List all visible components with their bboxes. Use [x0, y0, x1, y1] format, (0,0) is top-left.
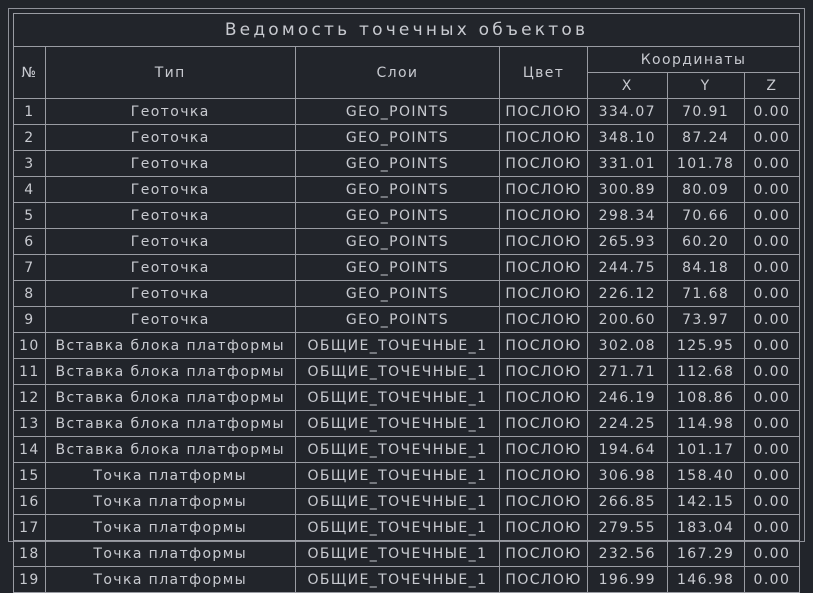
- table-row: [14, 177, 800, 203]
- cell-x: 226.12: [588, 281, 667, 307]
- cell-layer: GEO_POINTS: [295, 125, 499, 151]
- cell-y: 70.91: [667, 99, 744, 125]
- cell-z: 0.00: [744, 567, 799, 593]
- cell-number: 17: [14, 515, 46, 541]
- cell-type: Точка платформы: [45, 463, 295, 489]
- cell-z: 0.00: [744, 203, 799, 229]
- cell-z: 0.00: [744, 255, 799, 281]
- cell-type: Геоточка: [45, 255, 295, 281]
- cell-type: Точка платформы: [45, 567, 295, 593]
- cell-x: 244.75: [588, 255, 667, 281]
- table-row: [14, 151, 800, 177]
- cell-layer: ОБЩИЕ_ТОЧЕЧНЫЕ_1: [295, 567, 499, 593]
- cell-layer: ОБЩИЕ_ТОЧЕЧНЫЕ_1: [295, 515, 499, 541]
- cell-number: 10: [14, 333, 46, 359]
- header-color: Цвет: [500, 47, 588, 99]
- cell-y: 146.98: [667, 567, 744, 593]
- cell-x: 196.99: [588, 567, 667, 593]
- cell-color: ПОСЛОЮ: [500, 541, 588, 567]
- cell-number: 4: [14, 177, 46, 203]
- cell-x: 265.93: [588, 229, 667, 255]
- cell-z: 0.00: [744, 99, 799, 125]
- cell-layer: GEO_POINTS: [295, 229, 499, 255]
- cell-layer: ОБЩИЕ_ТОЧЕЧНЫЕ_1: [295, 385, 499, 411]
- cell-color: ПОСЛОЮ: [500, 411, 588, 437]
- cell-z: 0.00: [744, 229, 799, 255]
- cell-type: Вставка блока платформы: [45, 437, 295, 463]
- cell-y: 71.68: [667, 281, 744, 307]
- table-row: [14, 307, 800, 333]
- cell-color: ПОСЛОЮ: [500, 151, 588, 177]
- cell-color: ПОСЛОЮ: [500, 203, 588, 229]
- cell-color: ПОСЛОЮ: [500, 281, 588, 307]
- header-layer: Слои: [295, 47, 499, 99]
- cell-color: ПОСЛОЮ: [500, 177, 588, 203]
- cell-x: 224.25: [588, 411, 667, 437]
- header-number: №: [14, 47, 46, 99]
- cell-z: 0.00: [744, 281, 799, 307]
- cell-layer: ОБЩИЕ_ТОЧЕЧНЫЕ_1: [295, 437, 499, 463]
- cell-type: Вставка блока платформы: [45, 411, 295, 437]
- cell-z: 0.00: [744, 177, 799, 203]
- cell-layer: ОБЩИЕ_ТОЧЕЧНЫЕ_1: [295, 333, 499, 359]
- header-y: Y: [667, 73, 744, 99]
- cell-y: 108.86: [667, 385, 744, 411]
- cell-type: Геоточка: [45, 125, 295, 151]
- cell-number: 8: [14, 281, 46, 307]
- cell-number: 9: [14, 307, 46, 333]
- cell-number: 3: [14, 151, 46, 177]
- cell-x: 200.60: [588, 307, 667, 333]
- point-objects-report: [13, 13, 800, 588]
- cell-type: Вставка блока платформы: [45, 385, 295, 411]
- cell-z: 0.00: [744, 125, 799, 151]
- cell-layer: ОБЩИЕ_ТОЧЕЧНЫЕ_1: [295, 411, 499, 437]
- cell-y: 114.98: [667, 411, 744, 437]
- cell-color: ПОСЛОЮ: [500, 463, 588, 489]
- cell-z: 0.00: [744, 359, 799, 385]
- cell-z: 0.00: [744, 463, 799, 489]
- cell-y: 167.29: [667, 541, 744, 567]
- cell-color: ПОСЛОЮ: [500, 125, 588, 151]
- cell-color: ПОСЛОЮ: [500, 489, 588, 515]
- cell-z: 0.00: [744, 307, 799, 333]
- cell-x: 300.89: [588, 177, 667, 203]
- cell-color: ПОСЛОЮ: [500, 255, 588, 281]
- cell-y: 60.20: [667, 229, 744, 255]
- table-row: [14, 359, 800, 385]
- cell-x: 271.71: [588, 359, 667, 385]
- cell-z: 0.00: [744, 411, 799, 437]
- table-row: [14, 541, 800, 567]
- cell-y: 112.68: [667, 359, 744, 385]
- cell-y: 84.18: [667, 255, 744, 281]
- cell-color: ПОСЛОЮ: [500, 437, 588, 463]
- table-row: [14, 203, 800, 229]
- cell-number: 18: [14, 541, 46, 567]
- cell-type: Геоточка: [45, 307, 295, 333]
- cell-x: 302.08: [588, 333, 667, 359]
- cell-number: 11: [14, 359, 46, 385]
- cell-layer: GEO_POINTS: [295, 203, 499, 229]
- cell-z: 0.00: [744, 333, 799, 359]
- cell-layer: GEO_POINTS: [295, 255, 499, 281]
- cell-y: 101.17: [667, 437, 744, 463]
- table-row: [14, 463, 800, 489]
- cell-color: ПОСЛОЮ: [500, 99, 588, 125]
- cell-number: 7: [14, 255, 46, 281]
- cell-color: ПОСЛОЮ: [500, 515, 588, 541]
- cell-number: 5: [14, 203, 46, 229]
- header-row-primary: [14, 47, 800, 73]
- cell-color: ПОСЛОЮ: [500, 567, 588, 593]
- cell-type: Геоточка: [45, 99, 295, 125]
- cell-layer: GEO_POINTS: [295, 307, 499, 333]
- table-body: [14, 99, 800, 593]
- table-title-row: [14, 14, 800, 47]
- table-row: [14, 255, 800, 281]
- cell-z: 0.00: [744, 541, 799, 567]
- cell-number: 2: [14, 125, 46, 151]
- header-type: Тип: [45, 47, 295, 99]
- table-row: [14, 515, 800, 541]
- cell-type: Геоточка: [45, 203, 295, 229]
- cell-z: 0.00: [744, 489, 799, 515]
- cell-y: 73.97: [667, 307, 744, 333]
- cell-number: 13: [14, 411, 46, 437]
- cell-x: 348.10: [588, 125, 667, 151]
- table-row: [14, 489, 800, 515]
- cell-color: ПОСЛОЮ: [500, 307, 588, 333]
- cell-number: 12: [14, 385, 46, 411]
- cell-number: 14: [14, 437, 46, 463]
- cell-color: ПОСЛОЮ: [500, 385, 588, 411]
- table-row: [14, 411, 800, 437]
- cell-type: Точка платформы: [45, 489, 295, 515]
- header-coordinates: Координаты: [588, 47, 800, 73]
- cell-number: 6: [14, 229, 46, 255]
- cell-y: 70.66: [667, 203, 744, 229]
- table-row: [14, 333, 800, 359]
- cell-type: Вставка блока платформы: [45, 333, 295, 359]
- cell-y: 80.09: [667, 177, 744, 203]
- cell-color: ПОСЛОЮ: [500, 333, 588, 359]
- cell-type: Геоточка: [45, 229, 295, 255]
- cell-y: 142.15: [667, 489, 744, 515]
- report-table: [13, 13, 800, 593]
- cell-y: 87.24: [667, 125, 744, 151]
- cell-z: 0.00: [744, 151, 799, 177]
- cell-x: 331.01: [588, 151, 667, 177]
- cell-number: 1: [14, 99, 46, 125]
- cell-type: Вставка блока платформы: [45, 359, 295, 385]
- cell-layer: GEO_POINTS: [295, 151, 499, 177]
- cell-layer: ОБЩИЕ_ТОЧЕЧНЫЕ_1: [295, 463, 499, 489]
- table-header: [14, 14, 800, 99]
- cell-x: 306.98: [588, 463, 667, 489]
- header-x: X: [588, 73, 667, 99]
- cell-number: 16: [14, 489, 46, 515]
- table-row: [14, 229, 800, 255]
- cell-y: 125.95: [667, 333, 744, 359]
- cell-layer: GEO_POINTS: [295, 177, 499, 203]
- header-z: Z: [744, 73, 799, 99]
- cell-y: 158.40: [667, 463, 744, 489]
- cell-layer: ОБЩИЕ_ТОЧЕЧНЫЕ_1: [295, 489, 499, 515]
- cell-type: Точка платформы: [45, 541, 295, 567]
- cell-type: Геоточка: [45, 177, 295, 203]
- cell-x: 266.85: [588, 489, 667, 515]
- cell-number: 19: [14, 567, 46, 593]
- cell-layer: GEO_POINTS: [295, 99, 499, 125]
- cell-x: 279.55: [588, 515, 667, 541]
- cell-color: ПОСЛОЮ: [500, 229, 588, 255]
- report-title: Ведомость точечных объектов: [14, 14, 800, 47]
- cell-z: 0.00: [744, 515, 799, 541]
- cell-y: 183.04: [667, 515, 744, 541]
- cell-layer: ОБЩИЕ_ТОЧЕЧНЫЕ_1: [295, 359, 499, 385]
- cell-x: 334.07: [588, 99, 667, 125]
- cell-y: 101.78: [667, 151, 744, 177]
- table-row: [14, 437, 800, 463]
- cell-x: 246.19: [588, 385, 667, 411]
- cell-z: 0.00: [744, 437, 799, 463]
- cell-z: 0.00: [744, 385, 799, 411]
- cell-type: Геоточка: [45, 281, 295, 307]
- cell-color: ПОСЛОЮ: [500, 359, 588, 385]
- table-row: [14, 281, 800, 307]
- table-row: [14, 567, 800, 593]
- table-row: [14, 125, 800, 151]
- table-row: [14, 99, 800, 125]
- cell-layer: ОБЩИЕ_ТОЧЕЧНЫЕ_1: [295, 541, 499, 567]
- cell-type: Точка платформы: [45, 515, 295, 541]
- cell-number: 15: [14, 463, 46, 489]
- table-row: [14, 385, 800, 411]
- cell-x: 194.64: [588, 437, 667, 463]
- cell-x: 232.56: [588, 541, 667, 567]
- cell-layer: GEO_POINTS: [295, 281, 499, 307]
- cell-type: Геоточка: [45, 151, 295, 177]
- cell-x: 298.34: [588, 203, 667, 229]
